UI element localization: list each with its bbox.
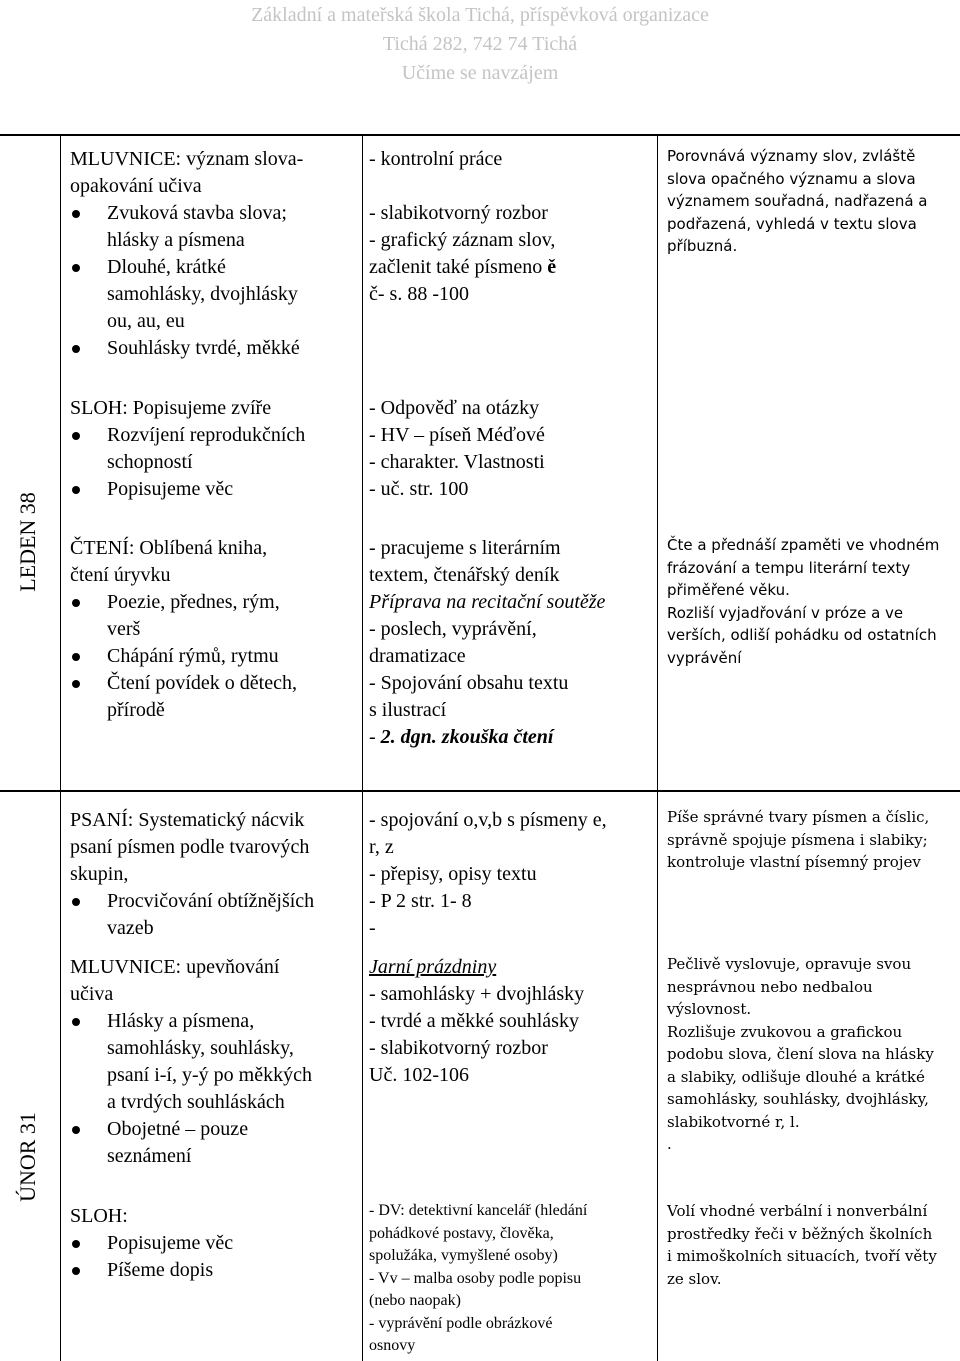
school-header [0, 0, 960, 88]
topic-title: MLUVNICE: význam slova- [70, 148, 304, 170]
table-top-border [0, 134, 960, 136]
list-item: Poezie, přednes, rým, verš [70, 589, 358, 643]
topic-title: čtení úryvku [70, 564, 171, 586]
column-divider-3 [657, 135, 658, 1361]
topic-title: opakování učiva [70, 175, 202, 197]
school-name: Základní a mateřská škola Tichá, příspěvková organizace [251, 4, 709, 26]
topic-title: skupin, [70, 863, 129, 885]
topic-title: psaní písmen podle tvarových [70, 836, 310, 858]
outcomes-cell: Čte a přednáší zpaměti ve vhodném frázování a tempu literární texty přiměřené věku. Rozliší vyjadřování v próze a ve verších, odliší pohádku od ostatních vyprávění [667, 536, 940, 667]
list-item: Chápání rýmů, rytmu [70, 643, 358, 670]
list-item: Zvuková stavba slova; hlásky a písmena [70, 200, 358, 254]
topic-cell [70, 146, 358, 362]
list-item: Popisujeme věc [70, 1230, 358, 1257]
topic-title: ČTENÍ: Oblíbená kniha, [70, 537, 268, 559]
topic-title: PSANÍ: Systematický nácvik [70, 809, 305, 831]
school-motto: Učíme se navzájem [401, 62, 559, 84]
activities-cell: - Odpověď na otázky - HV – píseň Méďové - charakter. Vlastnosti - uč. str. 100 [369, 397, 545, 500]
topic-title: SLOH: Popisujeme zvíře [70, 397, 272, 419]
list-item: Rozvíjení reprodukčních schopností [70, 422, 358, 476]
list-item: Popisujeme věc [70, 476, 358, 503]
topic-title: SLOH: [70, 1205, 128, 1227]
activities-cell: - pracujeme s literárním textem, čtenářský deník Příprava na recitační soutěže - poslech, vyprávění, dramatizace - Spojování obsahu textu s ilustrací - 2. dgn. zkouška čtení [369, 537, 606, 748]
outcomes-cell: Volí vhodné verbální i nonverbální prostředky řeči v běžných školních i mimoškolních situacích, tvoří věty ze slov. [667, 1202, 937, 1288]
month-label-unor: ÚNOR 31 [15, 1112, 40, 1202]
activities-cell: - spojování o,v,b s písmeny e, r, z - přepisy, opisy textu - P 2 str. 1- 8 - [369, 809, 607, 939]
activities-cell: Jarní prázdniny - samohlásky + dvojhlásky - tvrdé a měkké souhlásky - slabikotvorný rozbor Uč. 102-106 [369, 956, 585, 1086]
list-item: Čtení povídek o dětech, přírodě [70, 670, 358, 724]
column-divider-1 [60, 135, 61, 1361]
activities-cell: - kontrolní práce - slabikotvorný rozbor - grafický záznam slov, začlenit také písmeno ě č- s. 88 -100 [369, 148, 557, 305]
outcomes-cell: Pečlivě vyslovuje, opravuje svou nesprávnou nebo nedbalou výslovnost. Rozlišuje zvukovou a grafickou podobu slova, člení slova na hlásky a slabiky, odlišuje dlouhé a krátké samohlásky, souhlásky, dvojhlásky, slabikotvorné r, l. . [667, 955, 934, 1153]
outcomes-cell: Píše správné tvary písmen a číslic, správně spojuje písmena i slabiky; kontroluje vlastní písemný projev [667, 808, 930, 871]
list-item: Hlásky a písmena, samohlásky, souhlásky, psaní i-í, y-ý po měkkých a tvrdých souhláskách [70, 1008, 358, 1116]
month-divider [0, 790, 960, 792]
topic-cell [70, 395, 358, 503]
topic-cell [70, 1203, 358, 1284]
list-item: Obojetné – pouze seznámení [70, 1116, 358, 1170]
topic-title: učiva [70, 983, 114, 1005]
topic-title: MLUVNICE: upevňování [70, 956, 280, 978]
list-item: Píšeme dopis [70, 1257, 358, 1284]
school-address: Tichá 282, 742 74 Tichá [382, 33, 578, 55]
column-divider-2 [362, 135, 363, 1361]
list-item: Dlouhé, krátké samohlásky, dvojhlásky ou, au, eu [70, 254, 358, 335]
topic-cell [70, 535, 358, 724]
list-item: Souhlásky tvrdé, měkké [70, 335, 358, 362]
list-item: Procvičování obtížnějších vazeb [70, 888, 358, 942]
topic-cell [70, 807, 358, 942]
outcomes-cell: Porovnává významy slov, zvláště slova opačného významu a slova významem souřadná, nadřazená a podřazená, vyhledá v textu slova příbuzná. [667, 147, 928, 255]
activities-cell: - DV: detektivní kancelář (hledání pohádkové postavy, člověka, spolužáka, vymyšlené osoby) - Vv – malba osoby podle popisu (nebo naopak) - vyprávění podle obrázkové osnovy [369, 1202, 588, 1354]
month-label-leden: LEDEN 38 [15, 492, 40, 592]
topic-cell [70, 954, 358, 1170]
